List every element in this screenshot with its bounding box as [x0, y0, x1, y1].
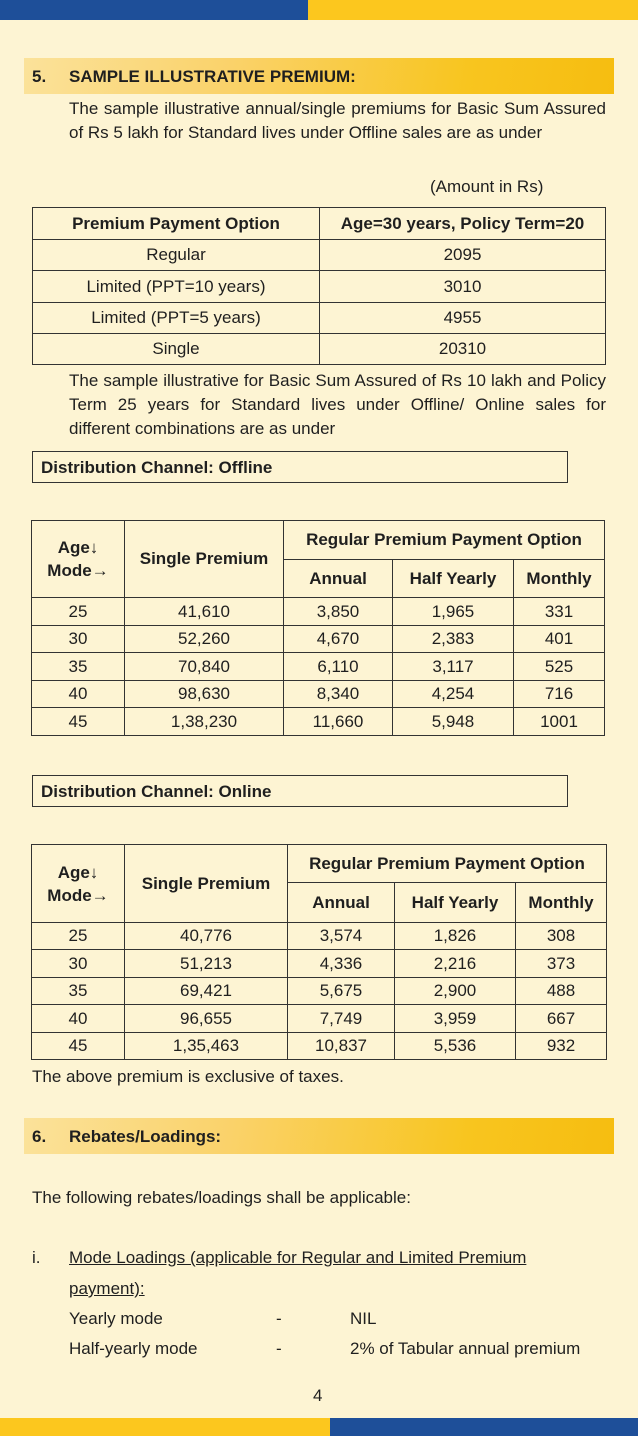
offline-header-half-yearly: Half Yearly [393, 560, 514, 598]
table-cell: 3,117 [393, 653, 514, 681]
table-cell: 45 [32, 708, 125, 736]
mode-loadings-title-line2: payment): [69, 1279, 145, 1298]
table-row [33, 240, 606, 271]
online-header-mode: Mode→ [47, 885, 109, 905]
table-cell: 5,536 [395, 1033, 516, 1060]
table-cell: 11,660 [284, 708, 393, 736]
table-cell: 98,630 [125, 681, 284, 708]
table-cell: 30 [32, 626, 125, 653]
table-cell: 5,675 [288, 978, 395, 1005]
table-cell: 932 [516, 1033, 607, 1060]
table-row [32, 681, 605, 708]
table-cell: 1,35,463 [125, 1033, 288, 1060]
table-cell: 45 [32, 1033, 125, 1060]
table-row [32, 950, 607, 978]
half-yearly-mode-label: Half-yearly mode [69, 1339, 198, 1358]
table-cell: 331 [514, 598, 605, 626]
table-cell: 3,850 [284, 598, 393, 626]
table-cell: 96,655 [125, 1005, 288, 1033]
table-cell: 2,900 [395, 978, 516, 1005]
table-cell: 7,749 [288, 1005, 395, 1033]
table-row [32, 978, 607, 1005]
table-cell: 667 [516, 1005, 607, 1033]
table-cell: 25 [32, 923, 125, 950]
table1-cell: Limited (PPT=5 years) [33, 303, 320, 334]
offline-header-single: Single Premium [125, 521, 284, 598]
table-cell: 1,965 [393, 598, 514, 626]
tax-note: The above premium is exclusive of taxes. [32, 1067, 344, 1086]
table-cell: 4,670 [284, 626, 393, 653]
mode-loadings-title-line1: Mode Loadings (applicable for Regular and Limited Premium [69, 1248, 527, 1267]
table-row [32, 708, 605, 736]
table-cell: 8,340 [284, 681, 393, 708]
offline-premium-table [31, 520, 605, 736]
table-cell: 1001 [514, 708, 605, 736]
table-cell: 488 [516, 978, 607, 1005]
table1-cell: Regular [33, 240, 320, 271]
offline-header-mode: Mode→ [47, 561, 109, 580]
online-header-monthly: Monthly [516, 883, 607, 923]
table-row [32, 598, 605, 626]
table-cell: 3,959 [395, 1005, 516, 1033]
section-5-intro: The sample illustrative annual/single premiums for Basic Sum Assured of Rs 5 lakh for Standard lives under Offline sales are as under [69, 99, 606, 142]
table-cell: 51,213 [125, 950, 288, 978]
table-cell: 41,610 [125, 598, 284, 626]
amount-note: (Amount in Rs) [430, 177, 544, 196]
online-header-annual: Annual [288, 883, 395, 923]
table1-cell: Single [33, 334, 320, 365]
table-cell: 4,336 [288, 950, 395, 978]
table-row [33, 303, 606, 334]
table-row [33, 334, 606, 365]
offline-header-regular: Regular Premium Payment Option [284, 521, 605, 560]
section-5-number: 5. [32, 67, 47, 86]
table1-cell: 4955 [320, 303, 606, 334]
online-channel-label: Distribution Channel: Online [32, 775, 568, 807]
online-header-half-yearly: Half Yearly [395, 883, 516, 923]
table-row [32, 1033, 607, 1060]
table-cell: 525 [514, 653, 605, 681]
table-cell: 35 [32, 978, 125, 1005]
table-cell: 308 [516, 923, 607, 950]
online-header-regular: Regular Premium Payment Option [288, 845, 607, 883]
page-number: 4 [313, 1386, 323, 1405]
section-5-heading [24, 58, 614, 94]
yearly-mode-dash: - [276, 1309, 282, 1328]
half-yearly-mode-dash: - [276, 1339, 282, 1358]
top-bar-yellow [308, 0, 638, 20]
table-cell: 2,216 [395, 950, 516, 978]
yearly-mode-label: Yearly mode [69, 1309, 163, 1328]
table-cell: 40 [32, 1005, 125, 1033]
table-cell: 6,110 [284, 653, 393, 681]
table-cell: 52,260 [125, 626, 284, 653]
table-cell: 373 [516, 950, 607, 978]
section-5-title: SAMPLE ILLUSTRATIVE PREMIUM: [69, 67, 356, 86]
yearly-mode-value: NIL [350, 1309, 377, 1328]
bottom-bar-yellow [0, 1418, 330, 1436]
table-cell: 716 [514, 681, 605, 708]
table-cell: 40 [32, 681, 125, 708]
table-cell: 10,837 [288, 1033, 395, 1060]
table-cell: 25 [32, 598, 125, 626]
online-header-age: Age↓ [57, 862, 99, 882]
table1-header-option: Premium Payment Option [33, 208, 320, 240]
online-header-age-mode [32, 845, 125, 923]
offline-header-annual: Annual [284, 560, 393, 598]
top-color-bar [0, 0, 638, 20]
table-row [32, 626, 605, 653]
half-yearly-mode-value: 2% of Tabular annual premium [350, 1339, 581, 1358]
table-cell: 1,826 [395, 923, 516, 950]
table-cell: 401 [514, 626, 605, 653]
table1-cell: 20310 [320, 334, 606, 365]
section-5-intro-2: The sample illustrative for Basic Sum Assured of Rs 10 lakh and Policy Term 25 years for Standard lives under Offline/ Online sales for different combinations are as under [69, 371, 606, 438]
offline-channel-label: Distribution Channel: Offline [32, 451, 568, 483]
top-bar-blue [0, 0, 308, 20]
online-premium-table [31, 844, 607, 1060]
table-cell: 70,840 [125, 653, 284, 681]
table-cell: 40,776 [125, 923, 288, 950]
bottom-color-bar [0, 1418, 638, 1436]
table-row [32, 1005, 607, 1033]
table1-cell: Limited (PPT=10 years) [33, 271, 320, 303]
table-cell: 69,421 [125, 978, 288, 1005]
offline-header-monthly: Monthly [514, 560, 605, 598]
table-cell: 1,38,230 [125, 708, 284, 736]
section-6-title: Rebates/Loadings: [69, 1127, 222, 1146]
table-cell: 4,254 [393, 681, 514, 708]
premium-option-table [32, 207, 606, 365]
table-row [33, 271, 606, 303]
item-marker: i. [32, 1248, 41, 1267]
section-6-number: 6. [32, 1127, 47, 1146]
bottom-bar-blue [330, 1418, 638, 1436]
table1-cell: 3010 [320, 271, 606, 303]
table-cell: 30 [32, 950, 125, 978]
table-cell: 3,574 [288, 923, 395, 950]
offline-header-age: Age↓ [57, 538, 99, 557]
table1-header-age: Age=30 years, Policy Term=20 [320, 208, 606, 240]
section-6-intro: The following rebates/loadings shall be applicable: [32, 1188, 411, 1207]
section-6-heading [24, 1118, 614, 1154]
table-row [32, 653, 605, 681]
table1-cell: 2095 [320, 240, 606, 271]
table-row [32, 923, 607, 950]
table-cell: 5,948 [393, 708, 514, 736]
offline-header-age-mode [32, 521, 125, 598]
table-cell: 2,383 [393, 626, 514, 653]
table-cell: 35 [32, 653, 125, 681]
online-header-single: Single Premium [125, 845, 288, 923]
